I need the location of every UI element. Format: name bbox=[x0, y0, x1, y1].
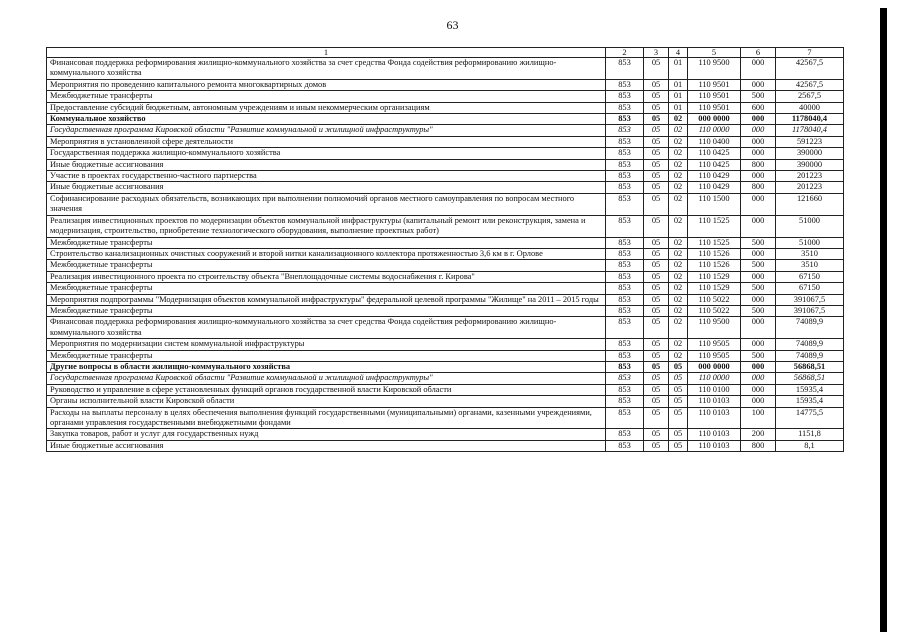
row-name-cell: Межбюджетные трансферты bbox=[47, 260, 606, 271]
row-name-cell: Руководство и управление в сфере установленных функций органов государственной власти Кировской области bbox=[47, 384, 606, 395]
target-article-cell: 110 9501 bbox=[688, 102, 741, 113]
budget-table bbox=[46, 47, 844, 452]
row-name-cell: Реализация инвестиционных проектов по модернизации объектов коммунальной инфраструктуры (капитальный ремонт или реконструкция, замена и модернизация, строительство, приобретение технологического оборудования, выполнение проектных работ) bbox=[47, 215, 606, 237]
subsection-cell: 02 bbox=[669, 148, 688, 159]
amount-cell: 42567,5 bbox=[776, 79, 844, 90]
table-row bbox=[47, 148, 844, 159]
section-cell: 05 bbox=[644, 79, 669, 90]
expense-type-cell: 000 bbox=[741, 248, 776, 259]
table-row bbox=[47, 102, 844, 113]
row-name-cell: Органы исполнительной власти Кировской области bbox=[47, 396, 606, 407]
table-row bbox=[47, 91, 844, 102]
row-name-cell: Иные бюджетные ассигнования bbox=[47, 182, 606, 193]
grbs-code-cell: 853 bbox=[606, 339, 644, 350]
target-article-cell: 110 0000 bbox=[688, 125, 741, 136]
expense-type-cell: 500 bbox=[741, 237, 776, 248]
amount-cell: 56868,51 bbox=[776, 373, 844, 384]
expense-type-cell: 000 bbox=[741, 384, 776, 395]
amount-cell: 42567,5 bbox=[776, 58, 844, 80]
section-cell: 05 bbox=[644, 125, 669, 136]
header-cell: 5 bbox=[688, 48, 741, 58]
expense-type-cell: 600 bbox=[741, 102, 776, 113]
grbs-code-cell: 853 bbox=[606, 283, 644, 294]
amount-cell: 390000 bbox=[776, 159, 844, 170]
expense-type-cell: 200 bbox=[741, 429, 776, 440]
section-cell: 05 bbox=[644, 114, 669, 125]
section-cell: 05 bbox=[644, 440, 669, 451]
header-row bbox=[47, 48, 844, 58]
section-cell: 05 bbox=[644, 215, 669, 237]
target-article-cell: 110 1526 bbox=[688, 248, 741, 259]
target-article-cell: 110 0103 bbox=[688, 429, 741, 440]
target-article-cell: 110 0429 bbox=[688, 171, 741, 182]
header-cell: 2 bbox=[606, 48, 644, 58]
grbs-code-cell: 853 bbox=[606, 396, 644, 407]
subsection-cell: 05 bbox=[669, 407, 688, 429]
section-cell: 05 bbox=[644, 171, 669, 182]
expense-type-cell: 500 bbox=[741, 305, 776, 316]
subsection-cell: 05 bbox=[669, 396, 688, 407]
section-cell: 05 bbox=[644, 339, 669, 350]
row-name-cell: Участие в проектах государственно-частного партнерства bbox=[47, 171, 606, 182]
row-name-cell: Иные бюджетные ассигнования bbox=[47, 440, 606, 451]
subsection-cell: 01 bbox=[669, 58, 688, 80]
grbs-code-cell: 853 bbox=[606, 429, 644, 440]
section-cell: 05 bbox=[644, 237, 669, 248]
subsection-cell: 02 bbox=[669, 283, 688, 294]
row-name-cell: Расходы на выплаты персоналу в целях обеспечения выполнения функций государственными (муниципальными) органами, казенными учреждениями, органами управления государственными внебюджетными фондами bbox=[47, 407, 606, 429]
subsection-cell: 01 bbox=[669, 79, 688, 90]
subsection-cell: 05 bbox=[669, 440, 688, 451]
section-cell: 05 bbox=[644, 294, 669, 305]
target-article-cell: 110 0425 bbox=[688, 148, 741, 159]
expense-type-cell: 500 bbox=[741, 91, 776, 102]
target-article-cell: 110 9500 bbox=[688, 317, 741, 339]
table-row bbox=[47, 215, 844, 237]
target-article-cell: 110 0103 bbox=[688, 407, 741, 429]
target-article-cell: 110 0425 bbox=[688, 159, 741, 170]
amount-cell: 390000 bbox=[776, 148, 844, 159]
subsection-cell: 02 bbox=[669, 171, 688, 182]
grbs-code-cell: 853 bbox=[606, 350, 644, 361]
expense-type-cell: 000 bbox=[741, 114, 776, 125]
table-row bbox=[47, 305, 844, 316]
row-name-cell: Иные бюджетные ассигнования bbox=[47, 159, 606, 170]
header-cell: 1 bbox=[47, 48, 606, 58]
header-cell: 7 bbox=[776, 48, 844, 58]
section-cell: 05 bbox=[644, 407, 669, 429]
amount-cell: 3510 bbox=[776, 260, 844, 271]
grbs-code-cell: 853 bbox=[606, 148, 644, 159]
subsection-cell: 01 bbox=[669, 102, 688, 113]
subsection-cell: 02 bbox=[669, 260, 688, 271]
subsection-cell: 01 bbox=[669, 91, 688, 102]
subsection-cell: 02 bbox=[669, 248, 688, 259]
subsection-cell: 02 bbox=[669, 305, 688, 316]
section-cell: 05 bbox=[644, 102, 669, 113]
subsection-cell: 02 bbox=[669, 125, 688, 136]
table-row bbox=[47, 373, 844, 384]
row-name-cell: Закупка товаров, работ и услуг для государственных нужд bbox=[47, 429, 606, 440]
subsection-cell: 05 bbox=[669, 373, 688, 384]
expense-type-cell: 100 bbox=[741, 407, 776, 429]
row-name-cell: Межбюджетные трансферты bbox=[47, 283, 606, 294]
expense-type-cell: 000 bbox=[741, 373, 776, 384]
target-article-cell: 110 0400 bbox=[688, 136, 741, 147]
amount-cell: 67150 bbox=[776, 283, 844, 294]
amount-cell: 391067,5 bbox=[776, 305, 844, 316]
section-cell: 05 bbox=[644, 361, 669, 372]
row-name-cell: Коммунальное хозяйство bbox=[47, 114, 606, 125]
target-article-cell: 110 1529 bbox=[688, 283, 741, 294]
row-name-cell: Финансовая поддержка реформирования жилищно-коммунального хозяйства за счет средства Фонда содействия реформированию жилищно-коммунального хозяйства bbox=[47, 317, 606, 339]
grbs-code-cell: 853 bbox=[606, 440, 644, 451]
grbs-code-cell: 853 bbox=[606, 294, 644, 305]
subsection-cell: 02 bbox=[669, 271, 688, 282]
expense-type-cell: 000 bbox=[741, 294, 776, 305]
row-name-cell: Межбюджетные трансферты bbox=[47, 350, 606, 361]
grbs-code-cell: 853 bbox=[606, 317, 644, 339]
table-row bbox=[47, 159, 844, 170]
row-name-cell: Софинансирование расходных обязательств, возникающих при выполнении полномочий органов местного самоуправления по вопросам местного значения bbox=[47, 193, 606, 215]
row-name-cell: Мероприятия по проведению капитального ремонта многоквартирных домов bbox=[47, 79, 606, 90]
row-name-cell: Межбюджетные трансферты bbox=[47, 305, 606, 316]
amount-cell: 391067,5 bbox=[776, 294, 844, 305]
row-name-cell: Другие вопросы в области жилищно-коммунального хозяйства bbox=[47, 361, 606, 372]
page-number: 63 bbox=[446, 18, 459, 32]
table-row bbox=[47, 182, 844, 193]
table-row bbox=[47, 114, 844, 125]
amount-cell: 591223 bbox=[776, 136, 844, 147]
target-article-cell: 110 1529 bbox=[688, 271, 741, 282]
section-cell: 05 bbox=[644, 373, 669, 384]
section-cell: 05 bbox=[644, 193, 669, 215]
table-row bbox=[47, 248, 844, 259]
target-article-cell: 110 9501 bbox=[688, 79, 741, 90]
amount-cell: 201223 bbox=[776, 171, 844, 182]
table-row bbox=[47, 260, 844, 271]
section-cell: 05 bbox=[644, 429, 669, 440]
expense-type-cell: 000 bbox=[741, 79, 776, 90]
section-cell: 05 bbox=[644, 248, 669, 259]
section-cell: 05 bbox=[644, 396, 669, 407]
target-article-cell: 110 9500 bbox=[688, 58, 741, 80]
subsection-cell: 02 bbox=[669, 317, 688, 339]
table-row bbox=[47, 237, 844, 248]
amount-cell: 8,1 bbox=[776, 440, 844, 451]
table-row bbox=[47, 396, 844, 407]
expense-type-cell: 500 bbox=[741, 350, 776, 361]
table-row bbox=[47, 350, 844, 361]
grbs-code-cell: 853 bbox=[606, 79, 644, 90]
target-article-cell: 110 9505 bbox=[688, 339, 741, 350]
grbs-code-cell: 853 bbox=[606, 136, 644, 147]
row-name-cell: Строительство канализационных очистных сооружений и второй нитки канализационного коллектора протяженностью 3,6 км в г. Орлове bbox=[47, 248, 606, 259]
header-cell: 3 bbox=[644, 48, 669, 58]
amount-cell: 67150 bbox=[776, 271, 844, 282]
row-name-cell: Государственная программа Кировской области "Развитие коммунальной и жилищной инфраструктуры" bbox=[47, 125, 606, 136]
amount-cell: 201223 bbox=[776, 182, 844, 193]
target-article-cell: 110 5022 bbox=[688, 294, 741, 305]
subsection-cell: 02 bbox=[669, 237, 688, 248]
target-article-cell: 110 9501 bbox=[688, 91, 741, 102]
amount-cell: 2567,5 bbox=[776, 91, 844, 102]
amount-cell: 74089,9 bbox=[776, 339, 844, 350]
amount-cell: 1178040,4 bbox=[776, 114, 844, 125]
expense-type-cell: 000 bbox=[741, 125, 776, 136]
section-cell: 05 bbox=[644, 58, 669, 80]
target-article-cell: 110 0103 bbox=[688, 440, 741, 451]
target-article-cell: 110 0100 bbox=[688, 384, 741, 395]
table-row bbox=[47, 136, 844, 147]
row-name-cell: Реализация инвестиционного проекта по строительству объекта "Внеплощадочные системы водоснабжения г. Кирова" bbox=[47, 271, 606, 282]
section-cell: 05 bbox=[644, 260, 669, 271]
table-body bbox=[47, 48, 844, 452]
header-cell: 4 bbox=[669, 48, 688, 58]
grbs-code-cell: 853 bbox=[606, 91, 644, 102]
scan-edge-bar bbox=[880, 8, 887, 632]
grbs-code-cell: 853 bbox=[606, 215, 644, 237]
section-cell: 05 bbox=[644, 384, 669, 395]
row-name-cell: Мероприятия подпрограммы "Модернизация объектов коммунальной инфраструктуры" федеральной целевой программы "Жилище" на 2011 – 2015 годы bbox=[47, 294, 606, 305]
amount-cell: 15935,4 bbox=[776, 396, 844, 407]
amount-cell: 40000 bbox=[776, 102, 844, 113]
amount-cell: 14775,5 bbox=[776, 407, 844, 429]
target-article-cell: 110 1525 bbox=[688, 237, 741, 248]
table-row bbox=[47, 271, 844, 282]
target-article-cell: 110 5022 bbox=[688, 305, 741, 316]
grbs-code-cell: 853 bbox=[606, 159, 644, 170]
expense-type-cell: 000 bbox=[741, 215, 776, 237]
row-name-cell: Мероприятия по модернизации систем коммунальной инфраструктуры bbox=[47, 339, 606, 350]
amount-cell: 56868,51 bbox=[776, 361, 844, 372]
row-name-cell: Государственная поддержка жилищно-коммунального хозяйства bbox=[47, 148, 606, 159]
amount-cell: 15935,4 bbox=[776, 384, 844, 395]
grbs-code-cell: 853 bbox=[606, 384, 644, 395]
subsection-cell: 02 bbox=[669, 136, 688, 147]
grbs-code-cell: 853 bbox=[606, 305, 644, 316]
expense-type-cell: 800 bbox=[741, 182, 776, 193]
target-article-cell: 000 0000 bbox=[688, 361, 741, 372]
expense-type-cell: 000 bbox=[741, 193, 776, 215]
section-cell: 05 bbox=[644, 350, 669, 361]
subsection-cell: 02 bbox=[669, 339, 688, 350]
expense-type-cell: 000 bbox=[741, 317, 776, 339]
amount-cell: 3510 bbox=[776, 248, 844, 259]
row-name-cell: Межбюджетные трансферты bbox=[47, 237, 606, 248]
section-cell: 05 bbox=[644, 182, 669, 193]
row-name-cell: Межбюджетные трансферты bbox=[47, 91, 606, 102]
amount-cell: 121660 bbox=[776, 193, 844, 215]
subsection-cell: 02 bbox=[669, 182, 688, 193]
subsection-cell: 05 bbox=[669, 361, 688, 372]
target-article-cell: 110 0429 bbox=[688, 182, 741, 193]
grbs-code-cell: 853 bbox=[606, 373, 644, 384]
amount-cell: 74089,9 bbox=[776, 350, 844, 361]
subsection-cell: 02 bbox=[669, 159, 688, 170]
table-row bbox=[47, 79, 844, 90]
grbs-code-cell: 853 bbox=[606, 171, 644, 182]
expense-type-cell: 000 bbox=[741, 271, 776, 282]
subsection-cell: 02 bbox=[669, 294, 688, 305]
row-name-cell: Государственная программа Кировской области "Развитие коммунальной и жилищной инфраструктуры" bbox=[47, 373, 606, 384]
target-article-cell: 110 1526 bbox=[688, 260, 741, 271]
section-cell: 05 bbox=[644, 136, 669, 147]
table-row bbox=[47, 317, 844, 339]
grbs-code-cell: 853 bbox=[606, 260, 644, 271]
section-cell: 05 bbox=[644, 271, 669, 282]
table-row bbox=[47, 384, 844, 395]
grbs-code-cell: 853 bbox=[606, 193, 644, 215]
grbs-code-cell: 853 bbox=[606, 102, 644, 113]
grbs-code-cell: 853 bbox=[606, 248, 644, 259]
section-cell: 05 bbox=[644, 305, 669, 316]
grbs-code-cell: 853 bbox=[606, 58, 644, 80]
expense-type-cell: 000 bbox=[741, 339, 776, 350]
table-row bbox=[47, 58, 844, 80]
grbs-code-cell: 853 bbox=[606, 114, 644, 125]
table-row bbox=[47, 125, 844, 136]
expense-type-cell: 500 bbox=[741, 283, 776, 294]
header-cell: 6 bbox=[741, 48, 776, 58]
row-name-cell: Финансовая поддержка реформирования жилищно-коммунального хозяйства за счет средства Фонда содействия реформированию жилищно-коммунального хозяйства bbox=[47, 58, 606, 80]
section-cell: 05 bbox=[644, 91, 669, 102]
amount-cell: 51000 bbox=[776, 215, 844, 237]
expense-type-cell: 000 bbox=[741, 361, 776, 372]
expense-type-cell: 000 bbox=[741, 396, 776, 407]
grbs-code-cell: 853 bbox=[606, 361, 644, 372]
row-name-cell: Предоставление субсидий бюджетным, автономным учреждениям и иным некоммерческим организациям bbox=[47, 102, 606, 113]
target-article-cell: 110 9505 bbox=[688, 350, 741, 361]
amount-cell: 74089,9 bbox=[776, 317, 844, 339]
target-article-cell: 110 1500 bbox=[688, 193, 741, 215]
subsection-cell: 02 bbox=[669, 114, 688, 125]
subsection-cell: 05 bbox=[669, 384, 688, 395]
target-article-cell: 110 0000 bbox=[688, 373, 741, 384]
section-cell: 05 bbox=[644, 148, 669, 159]
expense-type-cell: 800 bbox=[741, 159, 776, 170]
grbs-code-cell: 853 bbox=[606, 271, 644, 282]
amount-cell: 1151,8 bbox=[776, 429, 844, 440]
table-row bbox=[47, 283, 844, 294]
subsection-cell: 02 bbox=[669, 215, 688, 237]
table-row bbox=[47, 407, 844, 429]
table-row bbox=[47, 339, 844, 350]
table-row bbox=[47, 440, 844, 451]
target-article-cell: 110 1525 bbox=[688, 215, 741, 237]
expense-type-cell: 000 bbox=[741, 171, 776, 182]
grbs-code-cell: 853 bbox=[606, 407, 644, 429]
table-row bbox=[47, 193, 844, 215]
expense-type-cell: 800 bbox=[741, 440, 776, 451]
expense-type-cell: 000 bbox=[741, 148, 776, 159]
grbs-code-cell: 853 bbox=[606, 237, 644, 248]
subsection-cell: 05 bbox=[669, 429, 688, 440]
grbs-code-cell: 853 bbox=[606, 125, 644, 136]
target-article-cell: 110 0103 bbox=[688, 396, 741, 407]
section-cell: 05 bbox=[644, 159, 669, 170]
row-name-cell: Мероприятия в установленной сфере деятельности bbox=[47, 136, 606, 147]
expense-type-cell: 500 bbox=[741, 260, 776, 271]
table-row bbox=[47, 429, 844, 440]
section-cell: 05 bbox=[644, 317, 669, 339]
table-row bbox=[47, 294, 844, 305]
expense-type-cell: 000 bbox=[741, 58, 776, 80]
table-row bbox=[47, 361, 844, 372]
subsection-cell: 02 bbox=[669, 193, 688, 215]
grbs-code-cell: 853 bbox=[606, 182, 644, 193]
target-article-cell: 000 0000 bbox=[688, 114, 741, 125]
table-row bbox=[47, 171, 844, 182]
subsection-cell: 02 bbox=[669, 350, 688, 361]
amount-cell: 51000 bbox=[776, 237, 844, 248]
section-cell: 05 bbox=[644, 283, 669, 294]
amount-cell: 1178040,4 bbox=[776, 125, 844, 136]
expense-type-cell: 000 bbox=[741, 136, 776, 147]
